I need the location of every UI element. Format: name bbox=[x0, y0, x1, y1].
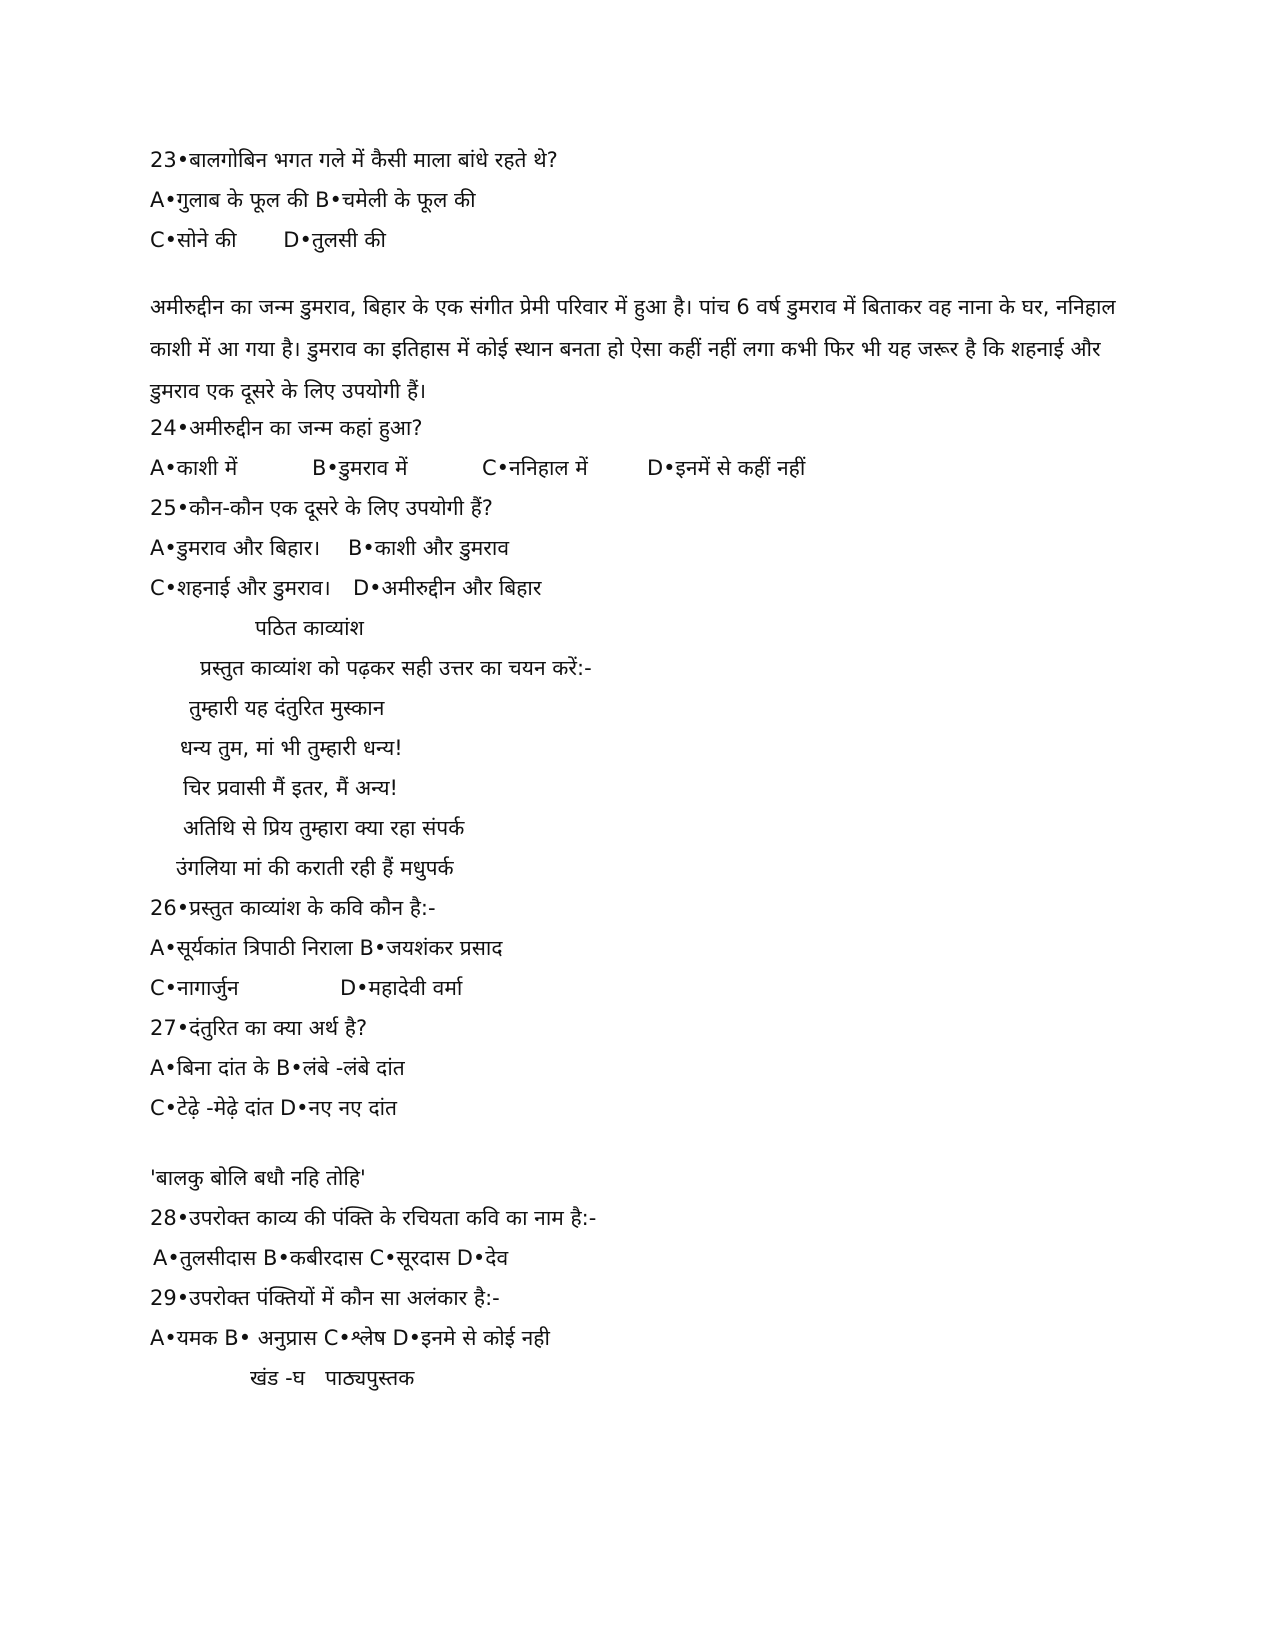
section-heading-textbook: खंड -घ पाठ्यपुस्तक bbox=[250, 1366, 415, 1390]
verse-line: चिर प्रवासी मैं इतर, मैं अन्य! bbox=[183, 776, 398, 800]
option-c: C•नागार्जुन bbox=[150, 976, 239, 1000]
section-heading-poetry: पठित काव्यांश bbox=[255, 616, 364, 640]
question-25-options-cd bbox=[150, 573, 541, 603]
option-d: D•अमीरुद्दीन और बिहार bbox=[353, 576, 542, 600]
question-27-options-cd: C•टेढ़े -मेढ़े दांत D•नए नए दांत bbox=[150, 1096, 398, 1120]
verse-line: धन्य तुम, मां भी तुम्हारी धन्य! bbox=[180, 736, 403, 760]
question-26-options-cd bbox=[150, 973, 462, 1003]
question-27: 27•दंतुरित का क्या अर्थ है? bbox=[150, 1016, 368, 1040]
question-24-options bbox=[150, 453, 805, 483]
question-24: 24•अमीरुद्दीन का जन्म कहां हुआ? bbox=[150, 416, 423, 440]
question-26-options-ab: A•सूर्यकांत त्रिपाठी निराला B•जयशंकर प्रसाद bbox=[150, 936, 503, 960]
question-25: 25•कौन-कौन एक दूसरे के लिए उपयोगी हैं? bbox=[150, 496, 493, 520]
question-29-options: A•यमक B• अनुप्रास C•श्लेष D•इनमे से कोई नही bbox=[150, 1326, 550, 1350]
question-26: 26•प्रस्तुत काव्यांश के कवि कौन है:- bbox=[150, 896, 436, 920]
option-c: C•शहनाई और डुमराव। bbox=[150, 576, 331, 600]
question-23: 23•बालगोबिन भगत गले में कैसी माला बांधे रहते थे? bbox=[150, 148, 558, 172]
verse-line: तुम्हारी यह दंतुरित मुस्कान bbox=[189, 696, 385, 720]
question-23-options-cd bbox=[150, 225, 386, 255]
question-28-options: A•तुलसीदास B•कबीरदास C•सूरदास D•देव bbox=[153, 1246, 509, 1270]
question-25-options-ab bbox=[150, 533, 509, 563]
option-a: A•डुमराव और बिहार। bbox=[150, 536, 321, 560]
verse-line: अतिथि से प्रिय तुम्हारा क्या रहा संपर्क bbox=[183, 816, 465, 840]
option-c: C•सोने की bbox=[150, 228, 237, 252]
option-d: D•तुलसी की bbox=[283, 228, 386, 252]
quoted-verse: 'बालकु बोलि बधौ नहि तोहि' bbox=[150, 1166, 366, 1190]
option-d: D•महादेवी वर्मा bbox=[340, 976, 463, 1000]
question-28: 28•उपरोक्त काव्य की पंक्ति के रचियता कवि का नाम है:- bbox=[150, 1206, 597, 1230]
poetry-instruction: प्रस्तुत काव्यांश को पढ़कर सही उत्तर का चयन करें:- bbox=[200, 656, 592, 680]
verse-line: उंगलिया मां की कराती रही हैं मधुपर्क bbox=[176, 856, 454, 880]
question-27-options-ab: A•बिना दांत के B•लंबे -लंबे दांत bbox=[150, 1056, 405, 1080]
passage-paragraph: अमीरुद्दीन का जन्म डुमराव, बिहार के एक संगीत प्रेमी परिवार में हुआ है। पांच 6 वर्ष डुमराव में बिताकर वह नाना के घर, ननिहाल काशी में आ गया है। डुमराव का इतिहास में कोई स्थान बनता हो ऐसा कहीं नहीं लगा कभी फिर भी यह जरूर है कि शहनाई और डुमराव एक दूसरे के लिए उपयोगी हैं। bbox=[150, 295, 1116, 403]
question-29: 29•उपरोक्त पंक्तियों में कौन सा अलंकार है:- bbox=[150, 1286, 500, 1310]
option-b: B•डुमराव में bbox=[312, 456, 408, 480]
option-b: B•काशी और डुमराव bbox=[348, 536, 509, 560]
question-23-options-ab: A•गुलाब के फूल की B•चमेली के फूल की bbox=[150, 188, 476, 212]
option-a: A•काशी में bbox=[150, 456, 238, 480]
option-d: D•इनमें से कहीं नहीं bbox=[647, 456, 806, 480]
option-c: C•ननिहाल में bbox=[482, 456, 588, 480]
